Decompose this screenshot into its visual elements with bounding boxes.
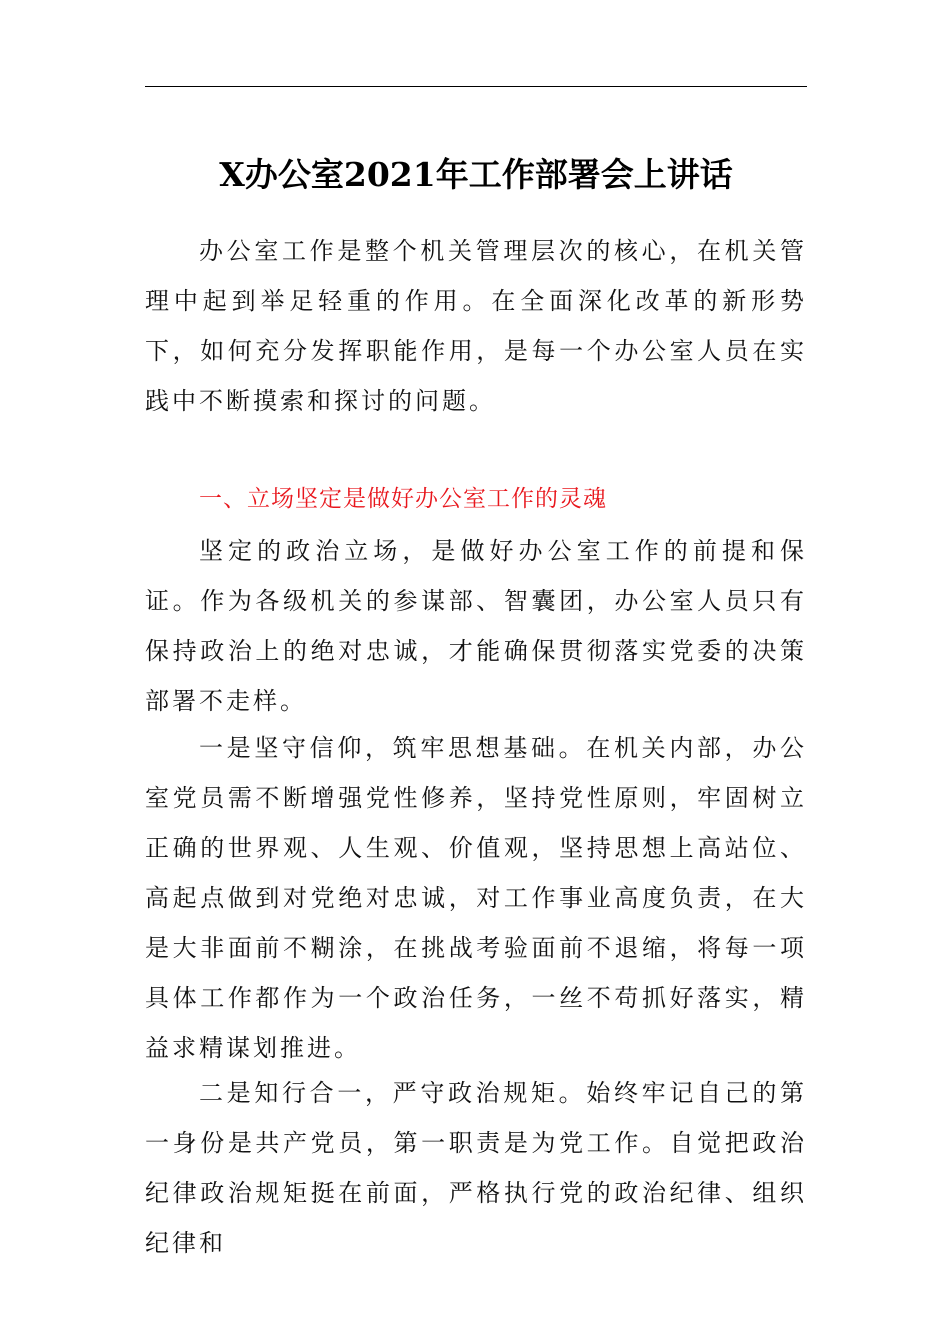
section-heading: 一、立场坚定是做好办公室工作的灵魂 xyxy=(199,486,607,512)
header-rule xyxy=(145,86,807,87)
section-paragraph: 一是坚守信仰，筑牢思想基础。在机关内部，办公室党员需不断增强党性修养，坚持党性原则，牢固树立正确的世界观、人生观、价值观，坚持思想上高站位、高起点做到对党绝对忠诚，对工作事业高度负责，在大是大非面前不糊涂，在挑战考验面前不退缩，将每一项具体工作都作为一个政治任务，一丝不苟抓好落实，精益求精谋划推进。 xyxy=(145,734,807,1062)
section-paragraph: 坚定的政治立场，是做好办公室工作的前提和保证。作为各级机关的参谋部、智囊团，办公室人员只有保持政治上的绝对忠诚，才能确保贯彻落实党委的决策部署不走样。 xyxy=(145,537,807,715)
section-paragraph: 二是知行合一，严守政治规矩。始终牢记自己的第一身份是共产党员，第一职责是为党工作。自觉把政治纪律政治规矩挺在前面，严格执行党的政治纪律、组织纪律和 xyxy=(145,1079,807,1257)
intro-paragraph: 办公室工作是整个机关管理层次的核心，在机关管理中起到举足轻重的作用。在全面深化改革的新形势下，如何充分发挥职能作用，是每一个办公室人员在实践中不断摸索和探讨的问题。 xyxy=(145,237,807,415)
document-title: X办公室2021年工作部署会上讲话 xyxy=(219,155,733,194)
